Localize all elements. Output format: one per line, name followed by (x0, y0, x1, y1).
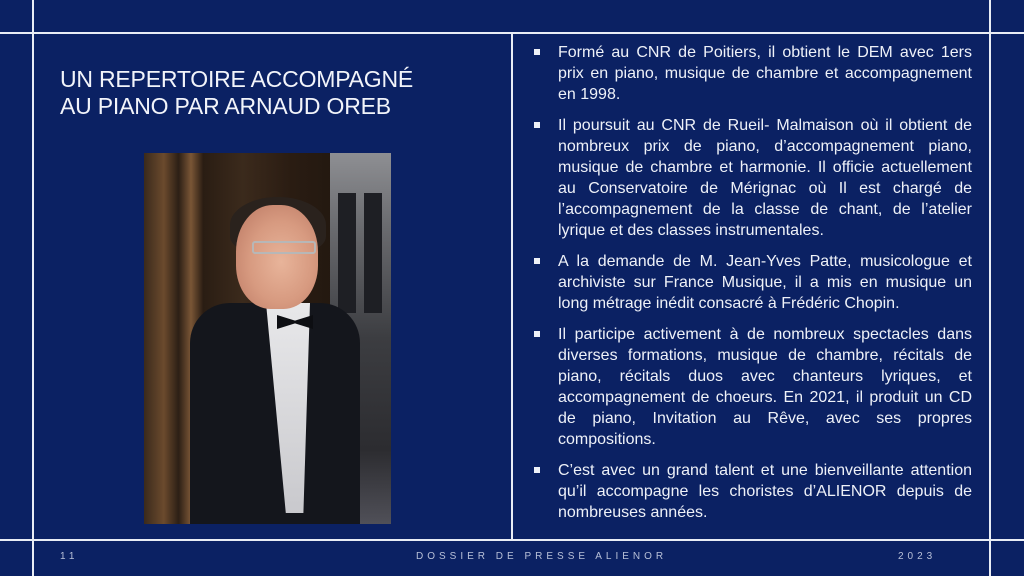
photo-window-pane (338, 193, 356, 313)
square-bullet-icon (534, 331, 540, 337)
square-bullet-icon (534, 122, 540, 128)
biography-item (534, 115, 972, 241)
page-number: 11 (60, 551, 79, 562)
footer-year: 2023 (898, 551, 937, 562)
square-bullet-icon (534, 258, 540, 264)
biography-item-text: C’est avec un grand talent et une bienveillante attention qu’il accompagne les choristes d’ALIENOR depuis de nombreuses années. (558, 462, 972, 521)
center-divider (511, 33, 513, 540)
slide-title (60, 66, 480, 120)
left-rule (32, 0, 34, 576)
biography-item (534, 324, 972, 450)
slide-title-line-1: UN REPERTOIRE ACCOMPAGNÉ (60, 66, 414, 92)
biography-item-text: Formé au CNR de Poitiers, il obtient le DEM avec 1ers prix en piano, musique de chambre et accompagnement en 1998. (558, 44, 972, 103)
footer-document-title: DOSSIER DE PRESSE ALIENOR (416, 551, 668, 562)
biography-list (534, 42, 972, 533)
photo-window-pane (364, 193, 382, 313)
portrait-photo (144, 153, 391, 524)
square-bullet-icon (534, 467, 540, 473)
slide-title-line-2: AU PIANO PAR ARNAUD OREB (60, 93, 391, 119)
biography-item-text: A la demande de M. Jean-Yves Patte, musicologue et archiviste sur France Musique, il a mis en musique un long métrage inédit consacré à Frédéric Chopin. (558, 253, 972, 312)
biography-item (534, 42, 972, 105)
biography-item (534, 460, 972, 523)
biography-item-text: Il participe activement à de nombreux spectacles dans diverses formations, musique de chambre, récitals de piano, récitals duos avec chanteurs lyriques, et accompagnement de choeurs. En 2021, il produit un CD de piano, Invitation au Rêve, avec ses propres compositions. (558, 326, 972, 448)
photo-face (236, 205, 318, 309)
photo-glasses (252, 241, 316, 254)
biography-item-text: Il poursuit au CNR de Rueil- Malmaison où il obtient de nombreux prix de piano, d’accompagnement piano, musique de chambre et harmonie. Il officie actuellement au Conservatoire de Mérignac où Il est chargé de l’accompagnement de la classe de chant, de l’atelier lyrique et des classes instrumentales. (558, 117, 972, 239)
square-bullet-icon (534, 49, 540, 55)
biography-item (534, 251, 972, 314)
right-rule (989, 0, 991, 576)
